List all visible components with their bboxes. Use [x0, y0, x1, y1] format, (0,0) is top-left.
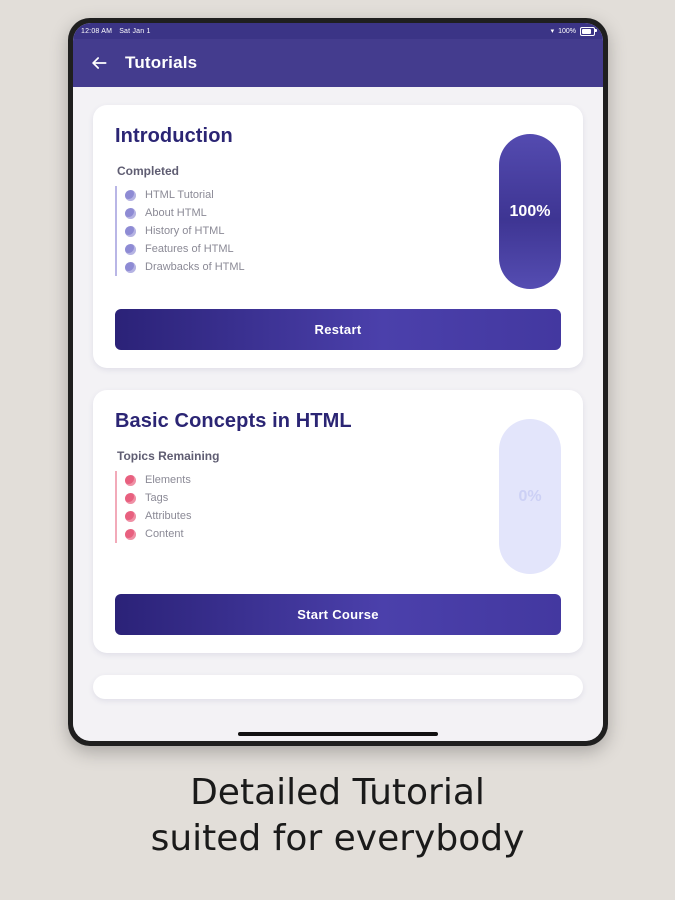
status-bar-left: [81, 28, 151, 35]
app-bar: [73, 39, 603, 87]
caption-line-2: suited for everybody: [150, 818, 525, 860]
topic-label: About HTML: [145, 207, 207, 219]
back-arrow-icon[interactable]: [89, 53, 109, 73]
remaining-dot-icon: [125, 475, 136, 486]
list-item: [117, 525, 487, 543]
completed-dot-icon: [125, 262, 136, 273]
topic-label: HTML Tutorial: [145, 189, 214, 201]
start-course-button[interactable]: Start Course: [115, 594, 561, 635]
card-body: [115, 164, 561, 289]
restart-button[interactable]: Restart: [115, 309, 561, 350]
tablet-device-frame: [68, 18, 608, 746]
page-title: Tutorials: [125, 53, 198, 72]
remaining-dot-icon: [125, 529, 136, 540]
status-bar-right: [551, 27, 595, 36]
progress-indicator: [499, 134, 561, 289]
device-screen: [73, 23, 603, 741]
topics-section: [115, 164, 487, 276]
battery-icon: [580, 27, 595, 36]
topic-label: Tags: [145, 492, 169, 504]
topics-section-label: Topics Remaining: [117, 449, 220, 463]
topic-label: Attributes: [145, 510, 192, 522]
topics-section: [115, 449, 487, 543]
battery-percent-label: 100%: [558, 27, 576, 35]
card-body: [115, 449, 561, 574]
list-item: [117, 240, 487, 258]
topic-label: Elements: [145, 474, 191, 486]
home-indicator-bar: [238, 732, 438, 736]
card-title: Introduction: [115, 125, 233, 147]
completed-dot-icon: [125, 244, 136, 255]
tutorial-card-introduction[interactable]: [93, 105, 583, 368]
list-item: [117, 489, 487, 507]
status-time: 12:08 AM: [81, 27, 113, 35]
list-item: [117, 258, 487, 276]
topic-label: History of HTML: [145, 225, 225, 237]
remaining-dot-icon: [125, 493, 136, 504]
tutorial-list[interactable]: [73, 87, 603, 727]
list-item: [117, 222, 487, 240]
wifi-icon: ▾: [550, 27, 555, 35]
topic-label: Drawbacks of HTML: [145, 261, 245, 273]
list-item: [117, 204, 487, 222]
remaining-dot-icon: [125, 511, 136, 522]
status-date: Sat Jan 1: [119, 27, 151, 35]
topic-label: Features of HTML: [145, 243, 234, 255]
topic-label: Content: [145, 528, 184, 540]
home-indicator: [73, 727, 603, 741]
topic-list: [115, 186, 487, 276]
tutorial-card-next-partial[interactable]: [93, 675, 583, 699]
topics-section-label: Completed: [117, 164, 180, 178]
status-bar: [73, 23, 603, 39]
completed-dot-icon: [125, 208, 136, 219]
progress-indicator: [499, 419, 561, 574]
topic-list: [115, 471, 487, 543]
list-item: [117, 471, 487, 489]
list-item: [117, 507, 487, 525]
promo-caption: [0, 770, 675, 862]
tutorial-card-basic-concepts[interactable]: [93, 390, 583, 653]
progress-value-label: 100%: [509, 202, 551, 220]
completed-dot-icon: [125, 226, 136, 237]
progress-value-label: 0%: [518, 487, 542, 505]
card-title: Basic Concepts in HTML: [115, 410, 352, 432]
completed-dot-icon: [125, 190, 136, 201]
caption-line-1: Detailed Tutorial: [190, 772, 485, 813]
list-item: [117, 186, 487, 204]
